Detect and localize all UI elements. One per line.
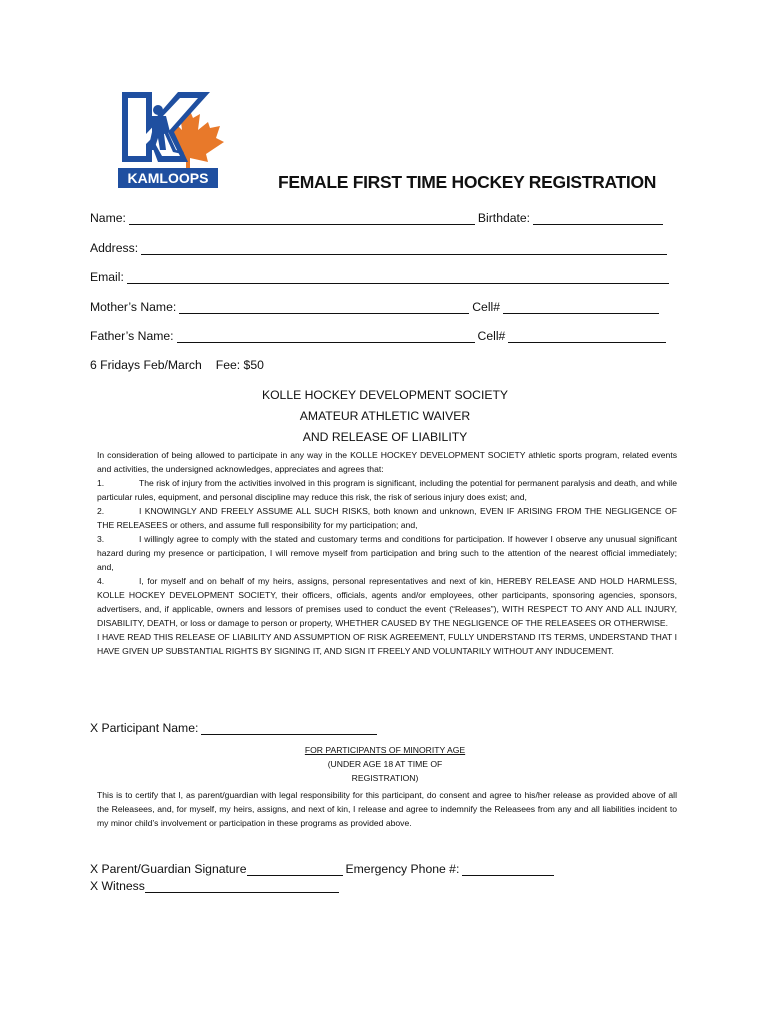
email-field[interactable]: [127, 271, 669, 284]
parent-signature-field[interactable]: [247, 863, 343, 876]
mother-row: [90, 300, 662, 314]
emergency-phone-label: Emergency Phone #:: [345, 862, 460, 876]
waiver-heading-2: AMATEUR ATHLETIC WAIVER: [299, 409, 471, 423]
waiver-item: 2. I KNOWINGLY AND FREELY ASSUME ALL SUCH RISKS, both known and unknown, EVEN IF ARISING FROM THE NEGLIGENCE OF THE RELEASEES or others, and assume full responsibility for my participation; and,: [97, 506, 677, 530]
waiver-item: 1. The risk of injury from the activities involved in this program is significant, including the potential for permanent paralysis and death, and while particular rules, equipment, and personal discipline may reduce this risk, the risk of serious injury does exist; and,: [97, 478, 677, 502]
father-name-label: Father’s Name:: [90, 329, 174, 343]
witness-field[interactable]: [145, 880, 339, 893]
minority-text: [97, 788, 677, 830]
email-row: [90, 270, 672, 284]
logo-text: KAMLOOPS: [127, 170, 209, 186]
program-fee: Fee: $50: [215, 358, 264, 372]
participant-name-label: X Participant Name:: [90, 721, 199, 735]
participant-name-field[interactable]: [201, 722, 377, 735]
name-row: [90, 211, 666, 225]
father-cell-label: Cell#: [477, 329, 506, 343]
waiver-closing: I HAVE READ THIS RELEASE OF LIABILITY AND ASSUMPTION OF RISK AGREEMENT, FULLY UNDERSTAND ITS TERMS, UNDERSTAND THAT I HAVE GIVEN UP SUBSTANTIAL RIGHTS BY SIGNING IT, AND SIGN IT FREELY AND VOLUNTARILY WITHOUT ANY INDUCEMENT.: [97, 632, 677, 656]
waiver-heading-3: AND RELEASE OF LIABILITY: [302, 430, 468, 444]
mother-name-label: Mother’s Name:: [90, 300, 177, 314]
participant-row: [90, 721, 380, 735]
witness-label: X Witness: [90, 879, 145, 893]
program-schedule: 6 Fridays Feb/March: [90, 358, 202, 372]
program-row: [90, 358, 264, 372]
name-label: Name:: [90, 211, 126, 225]
waiver-intro: In consideration of being allowed to participate in any way in the KOLLE HOCKEY DEVELOPMENT SOCIETY athletic sports program, related events and activities, the undersigned acknowledges, appreciates and agrees that:: [97, 450, 677, 474]
minority-paragraph: This is to certify that I, as parent/guardian with legal responsibility for this participant, do consent and agree to his/her release as provided above of all the Releasees, and, for myself, my heirs, assigns, and next of kin, I release and agree to indemnify the Releasees from any and all liabilities incident to my minor child’s involvement or participation in these programs as provided above.: [97, 790, 677, 828]
kamloops-logo: [118, 88, 230, 192]
mother-name-field[interactable]: [179, 301, 469, 314]
page-title: FEMALE FIRST TIME HOCKEY REGISTRATION: [278, 172, 657, 192]
waiver-body: [97, 448, 677, 658]
mother-cell-field[interactable]: [503, 301, 659, 314]
minority-heading: FOR PARTICIPANTS OF MINORITY AGE: [304, 745, 466, 755]
father-cell-field[interactable]: [508, 330, 666, 343]
address-field[interactable]: [141, 242, 667, 255]
father-name-field[interactable]: [177, 330, 475, 343]
address-label: Address:: [90, 241, 139, 255]
email-label: Email:: [90, 270, 124, 284]
waiver-item: 4. I, for myself and on behalf of my heirs, assigns, personal representatives and next of kin, HEREBY RELEASE AND HOLD HARMLESS, KOLLE HOCKEY DEVELOPMENT SOCIETY, their officers, officials, agents and/or employees, other participants, sponsoring agencies, sponsors, advertisers, and, if applicable, owners and lessors of premises used to conduct the event (“Releases”), WITH RESPECT TO ANY AND ALL INJURY, DISABILITY, DEATH, or loss or damage to person or property, WHETHER CAUSED BY THE NEGLIGENCE OF THE RELEASEES OR OTHERWISE.: [97, 576, 677, 628]
mother-cell-label: Cell#: [472, 300, 501, 314]
parent-signature-label: X Parent/Guardian Signature: [90, 862, 247, 876]
waiver-item: 3. I willingly agree to comply with the stated and customary terms and conditions for participation. If however I observe any unusual significant hazard during my presence or participation, I will remove myself from participation and bring such to the attention of the nearest official immediately; and,: [97, 534, 677, 572]
parent-signature-row: [90, 862, 557, 876]
birthdate-label: Birthdate:: [477, 211, 531, 225]
witness-row: [90, 879, 342, 893]
minority-subheading-2: REGISTRATION): [351, 773, 419, 783]
name-field[interactable]: [129, 212, 475, 225]
waiver-heading-1: KOLLE HOCKEY DEVELOPMENT SOCIETY: [261, 388, 509, 402]
birthdate-field[interactable]: [533, 212, 663, 225]
father-row: [90, 329, 669, 343]
minority-subheading-1: (UNDER AGE 18 AT TIME OF: [327, 759, 443, 769]
address-row: [90, 241, 670, 255]
emergency-phone-field[interactable]: [462, 863, 554, 876]
